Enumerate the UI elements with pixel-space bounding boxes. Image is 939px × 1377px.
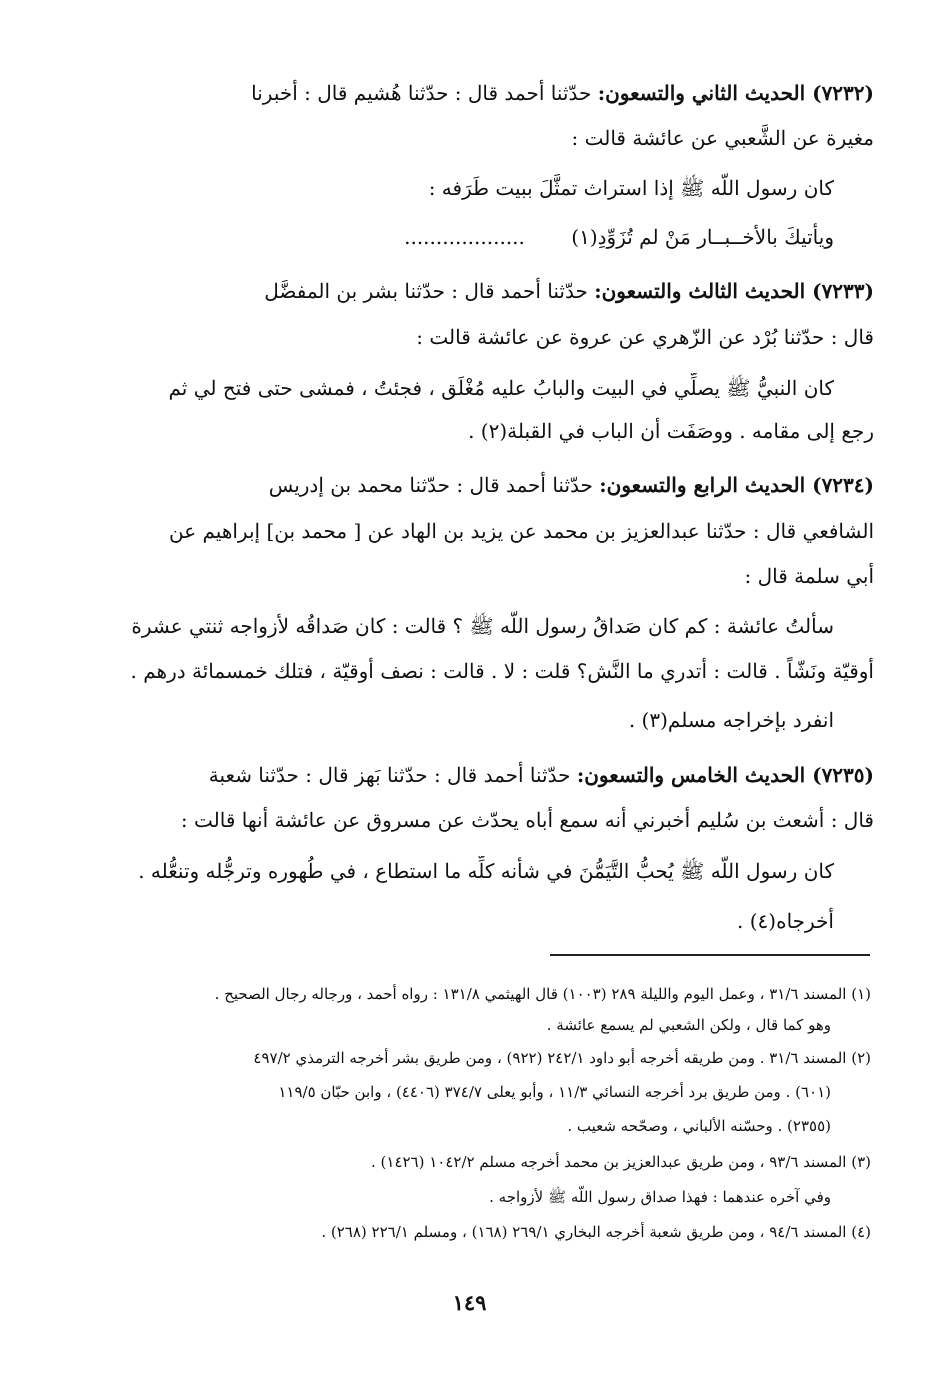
footnote-3: (٣) المسند ٩٣/٦ ، ومن طريق عبدالعزيز بن محمد أخرجه مسلم ١٠٤٢/٢ (١٤٢٦) . (371, 1153, 871, 1171)
hadith-isnad: قال : أشعث بن سُليم أخبرني أنه سمع أباه يحدّث عن مسروق عن عائشة أنها قالت : (180, 808, 874, 832)
footnote-divider (550, 954, 870, 956)
footnote-2-cont: (٦٠١) . ومن طريق برد أخرجه النسائي ١١/٣ ، وأبو يعلى ٣٧٤/٧ (٤٤٠٦) ، وابن حبّان ١١٩/٥ (278, 1083, 831, 1101)
hadith-7235-line-1 (114, 760, 874, 790)
footnote-4: (٤) المسند ٩٤/٦ ، ومن طريق شعبة أخرجه البخاري ٢٦٩/١ (١٦٨) ، ومسلم ٢٢٦/١ (٢٦٨) . (321, 1223, 871, 1241)
hadith-heading: (٧٢٣٣) الحديث الثالث والتسعون: (594, 279, 874, 303)
footnote-1-cont: وهو كما قال ، ولكن الشعبي لم يسمع عائشة . (546, 1016, 831, 1034)
hadith-text: كان النبيُّ ﷺ يصلِّي في البيت والبابُ عليه مُغْلَق ، فجئتُ ، فمشى حتى فتح لي ثم (168, 376, 834, 400)
hadith-text: أخرجاه(٤) . (737, 909, 834, 933)
verse-ellipsis: ................... (404, 225, 525, 249)
hadith-isnad: حدّثنا أحمد قال : حدّثنا محمد بن إدريس (268, 473, 593, 497)
footnote-2-cont: (٢٣٥٥) . وحسّنه الألباني ، وصحّحه شعيب . (567, 1117, 831, 1135)
page-number: ١٤٩ (452, 1290, 487, 1315)
hadith-7232-line-1 (114, 78, 874, 108)
hadith-text: كان رسول اللّه ﷺ يُحبُّ التَّيَمُّنَ في شأنه كلِّه ما استطاع ، في طُهوره وترجُّله وتنعُّله . (138, 859, 834, 883)
verse-line (114, 222, 834, 252)
hadith-isnad: مغيرة عن الشَّعبي عن عائشة قالت : (571, 126, 874, 150)
verse-hemistich: ويأتيكَ بالأخــبــار مَنْ لم تُزَوِّدِ(١) (571, 225, 834, 249)
hadith-isnad: حدّثنا أحمد قال : حدّثنا بشر بن المفضَّل (264, 279, 588, 303)
hadith-isnad: حدّثنا أحمد قال : حدّثنا بَهز قال : حدّثنا شعبة (208, 763, 571, 787)
hadith-isnad: حدّثنا أحمد قال : حدّثنا هُشيم قال : أخبرنا (251, 81, 592, 105)
footnote-1: (١) المسند ٣١/٦ ، وعمل اليوم والليلة ٢٨٩ (١٠٠٣) قال الهيثمي ١٣١/٨ : رواه أحمد ، ورجاله رجال الصحيح . (214, 985, 871, 1003)
hadith-7234-line-1 (114, 470, 874, 500)
hadith-text: انفرد بإخراجه مسلم(٣) . (628, 708, 834, 732)
hadith-isnad: أبي سلمة قال : (744, 564, 874, 588)
hadith-7233-line-1 (114, 276, 874, 306)
hadith-text: كان رسول اللّه ﷺ إذا استراث تمثَّلَ ببيت طَرَفه : (428, 176, 834, 200)
hadith-heading: (٧٢٣٥) الحديث الخامس والتسعون: (576, 763, 874, 787)
hadith-text: أوقيّة ونَشّاً . قالت : أتدري ما النَّش؟ قلت : لا . قالت : نصف أوقيّة ، فتلك خمسمائة درهم . (130, 659, 874, 683)
footnote-3-cont: وفي آخره عندهما : فهذا صداق رسول اللّه ﷺ لأزواجه . (489, 1188, 831, 1206)
hadith-isnad: قال : حدّثنا بُرْد عن الزّهري عن عروة عن عائشة قالت : (416, 325, 874, 349)
hadith-text: سألتُ عائشة : كم كان صَداقُ رسول اللّه ﷺ ؟ قالت : كان صَداقُه لأزواجه ثنتي عشرة (131, 614, 834, 638)
hadith-heading: (٧٢٣٢) الحديث الثاني والتسعون: (597, 81, 874, 105)
hadith-heading: (٧٢٣٤) الحديث الرابع والتسعون: (599, 473, 874, 497)
hadith-text: رجع إلى مقامه . ووصَفَت أن الباب في القبلة(٢) . (468, 419, 874, 443)
hadith-isnad: الشافعي قال : حدّثنا عبدالعزيز بن محمد عن يزيد بن الهاد عن [ محمد بن] إبراهيم عن (168, 519, 874, 543)
footnote-2: (٢) المسند ٣١/٦ . ومن طريقه أخرجه أبو داود ٢٤٢/١ (٩٢٢) ، ومن طريق بشر أخرجه الترمذي ٤٩٧/٢ (253, 1049, 871, 1067)
